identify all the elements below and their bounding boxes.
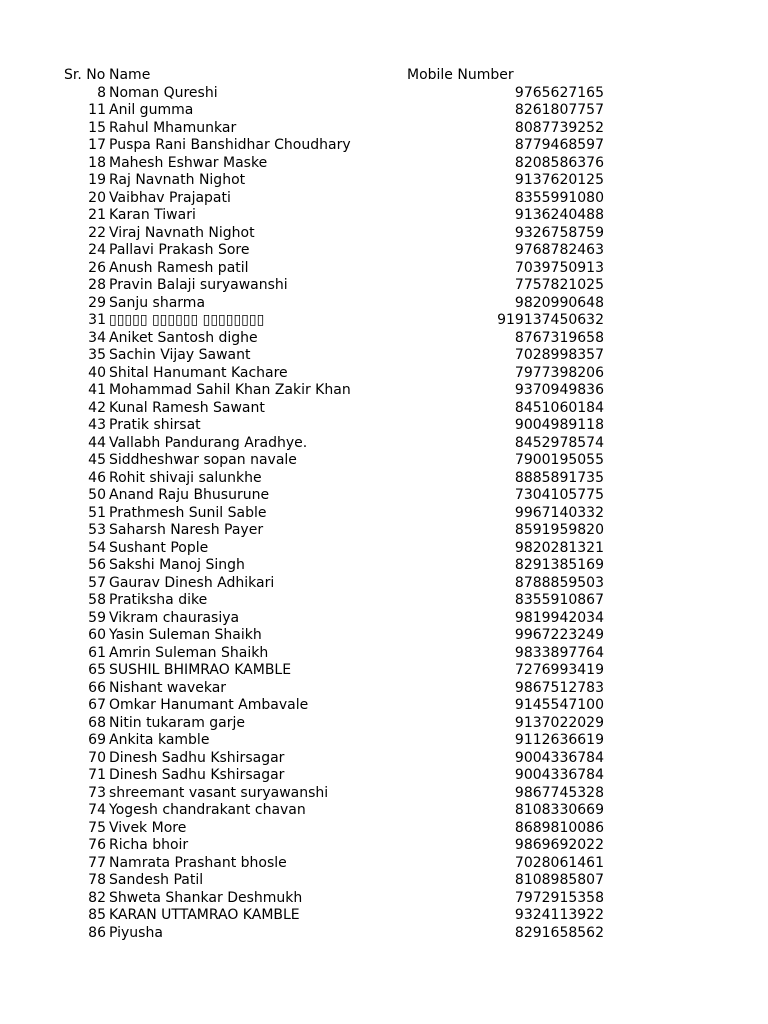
mobile-number-cell: 9967223249 — [514, 627, 604, 643]
mobile-number-cell: 9137022029 — [514, 714, 604, 731]
sr-no-cell: 65 — [88, 662, 106, 678]
table-row — [0, 820, 768, 838]
table-row — [0, 172, 768, 190]
name-cell: Anand Raju Bhusurune — [109, 487, 270, 503]
sr-no-cell: 15 — [88, 119, 106, 136]
table-row — [0, 767, 768, 785]
table-row — [0, 645, 768, 663]
table-row — [0, 225, 768, 243]
sr-no-cell: 29 — [88, 294, 106, 311]
table-row — [0, 190, 768, 208]
mobile-number-cell: 9137620125 — [514, 172, 604, 188]
name-cell: Vaibhav Prajapati — [109, 189, 231, 206]
sr-no-cell: 59 — [88, 609, 106, 626]
name-cell: Anush Ramesh patil — [109, 259, 249, 276]
table-row — [0, 207, 768, 225]
table-row — [0, 680, 768, 698]
sr-no-cell: 17 — [88, 137, 106, 153]
name-cell: Sakshi Manoj Singh — [109, 557, 245, 573]
sr-no-cell: 74 — [88, 802, 106, 818]
name-cell: Vallabh Pandurang Aradhye. — [109, 434, 308, 451]
mobile-number-cell: 8355991080 — [514, 189, 604, 206]
mobile-number-cell: 8291385169 — [514, 557, 604, 573]
sr-no-cell: 40 — [88, 364, 106, 381]
name-cell: Dinesh Sadhu Kshirsagar — [109, 767, 285, 783]
table-row — [0, 627, 768, 645]
table-row — [0, 907, 768, 925]
sr-no-cell: 57 — [88, 574, 106, 591]
mobile-number-cell: 8779468597 — [514, 137, 604, 153]
name-cell: Pratiksha dike — [109, 592, 208, 608]
sr-no-cell: 45 — [88, 452, 106, 468]
mobile-number-cell: 9820281321 — [514, 539, 604, 556]
name-cell: Dinesh Sadhu Kshirsagar — [109, 749, 285, 766]
mobile-number-cell: 7757821025 — [514, 277, 604, 293]
sr-no-cell: 19 — [88, 172, 106, 188]
table-row — [0, 155, 768, 173]
mobile-number-cell: 7972915358 — [514, 889, 604, 906]
sr-no-cell: 58 — [88, 592, 106, 608]
name-cell: Pratik shirsat — [109, 417, 201, 433]
name-cell: Vikram chaurasiya — [109, 609, 240, 626]
sr-no-cell: 44 — [88, 434, 106, 451]
sr-no-cell: 26 — [88, 259, 106, 276]
name-cell: Vivek More — [109, 819, 187, 836]
mobile-number-cell: 8208586376 — [514, 154, 604, 171]
mobile-number-cell: 8885891735 — [514, 469, 604, 486]
mobile-number-cell: 7276993419 — [514, 662, 604, 678]
table-row — [0, 85, 768, 103]
table-row — [0, 575, 768, 593]
name-cell: Ankita kamble — [109, 732, 210, 748]
sr-no-cell: 31 — [88, 312, 106, 328]
sr-no-cell: 46 — [88, 469, 106, 486]
mobile-number-cell: 9867512783 — [514, 679, 604, 696]
table-row — [0, 400, 768, 418]
name-cell: Raj Navnath Nighot — [109, 172, 246, 188]
mobile-number-cell: 8689810086 — [514, 819, 604, 836]
mobile-number-cell: 8788859503 — [514, 574, 604, 591]
sr-no-cell: 70 — [88, 749, 106, 766]
table-row — [0, 242, 768, 260]
table-row — [0, 785, 768, 803]
header-name: Name — [109, 67, 151, 83]
name-cell: Mahesh Eshwar Maske — [109, 154, 268, 171]
mobile-number-cell: 919137450632 — [497, 312, 604, 328]
table-row — [0, 662, 768, 680]
sr-no-cell: 82 — [88, 889, 106, 906]
name-cell: Sandesh Patil — [109, 872, 204, 888]
mobile-number-cell: 7304105775 — [514, 487, 604, 503]
table-row — [0, 522, 768, 540]
sr-no-cell: 18 — [88, 154, 106, 171]
name-cell: Shweta Shankar Deshmukh — [109, 889, 303, 906]
mobile-number-cell: 9820990648 — [514, 294, 604, 311]
sr-no-cell: 73 — [88, 784, 106, 801]
mobile-number-cell: 8355910867 — [514, 592, 604, 608]
name-cell: Saharsh Naresh Payer — [109, 522, 264, 538]
header-row — [0, 67, 768, 85]
name-cell: Omkar Hanumant Ambavale — [109, 697, 309, 713]
header-sr-no: Sr. No — [64, 67, 106, 83]
name-cell: Sanju sharma — [109, 294, 206, 311]
sr-no-cell: 43 — [88, 417, 106, 433]
mobile-number-cell: 9768782463 — [514, 242, 604, 258]
table-row — [0, 697, 768, 715]
name-cell: Sushant Pople — [109, 539, 209, 556]
mobile-number-cell: 7977398206 — [514, 364, 604, 381]
name-cell: Karan Tiwari — [109, 207, 196, 223]
name-cell: Siddheshwar sopan navale — [109, 452, 297, 468]
table-row — [0, 260, 768, 278]
name-cell: Pravin Balaji suryawanshi — [109, 277, 288, 293]
contact-table — [0, 67, 768, 942]
sr-no-cell: 85 — [88, 907, 106, 923]
sr-no-cell: 34 — [88, 329, 106, 346]
name-cell: Yogesh chandrakant chavan — [109, 802, 306, 818]
sr-no-cell: 75 — [88, 819, 106, 836]
sr-no-cell: 54 — [88, 539, 106, 556]
sr-no-cell: 50 — [88, 487, 106, 503]
mobile-number-cell: 9765627165 — [514, 84, 604, 101]
table-row — [0, 365, 768, 383]
table-row — [0, 750, 768, 768]
mobile-number-cell: 9833897764 — [514, 644, 604, 661]
table-row — [0, 732, 768, 750]
name-cell: Pallavi Prakash Sore — [109, 242, 250, 258]
table-row — [0, 890, 768, 908]
sr-no-cell: 22 — [88, 224, 106, 241]
mobile-number-cell: 7039750913 — [514, 259, 604, 276]
mobile-number-cell: 9867745328 — [514, 784, 604, 801]
table-row — [0, 382, 768, 400]
table-row — [0, 347, 768, 365]
sr-no-cell: 69 — [88, 732, 106, 748]
mobile-number-cell: 9967140332 — [514, 504, 604, 521]
table-body — [0, 85, 768, 943]
table-row — [0, 925, 768, 943]
name-cell: Amrin Suleman Shaikh — [109, 644, 269, 661]
table-row — [0, 435, 768, 453]
mobile-number-cell: 9136240488 — [514, 207, 604, 223]
sr-no-cell: 56 — [88, 557, 106, 573]
sr-no-cell: 78 — [88, 872, 106, 888]
table-row — [0, 277, 768, 295]
table-row — [0, 505, 768, 523]
mobile-number-cell: 9819942034 — [514, 609, 604, 626]
sr-no-cell: 61 — [88, 644, 106, 661]
mobile-number-cell: 9326758759 — [514, 224, 604, 241]
sr-no-cell: 68 — [88, 714, 106, 731]
name-cell: Nishant wavekar — [109, 679, 227, 696]
mobile-number-cell: 9324113922 — [514, 907, 604, 923]
mobile-number-cell: 7900195055 — [514, 452, 604, 468]
sr-no-cell: 66 — [88, 679, 106, 696]
table-row — [0, 715, 768, 733]
sr-no-cell: 71 — [88, 767, 106, 783]
mobile-number-cell: 8291658562 — [514, 924, 604, 941]
table-row — [0, 487, 768, 505]
name-cell: Mohammad Sahil Khan Zakir Khan — [109, 382, 351, 398]
name-cell: Puspa Rani Banshidhar Choudhary — [109, 137, 351, 153]
sr-no-cell: 53 — [88, 522, 106, 538]
sr-no-cell: 35 — [88, 347, 106, 363]
name-cell: Prathmesh Sunil Sable — [109, 504, 267, 521]
table-row — [0, 312, 768, 330]
table-row — [0, 295, 768, 313]
mobile-number-cell: 9370949836 — [514, 382, 604, 398]
name-cell: Namrata Prashant bhosle — [109, 854, 287, 871]
table-row — [0, 540, 768, 558]
sr-no-cell: 21 — [88, 207, 106, 223]
name-cell: Sachin Vijay Sawant — [109, 347, 251, 363]
mobile-number-cell: 9145547100 — [514, 697, 604, 713]
mobile-number-cell: 9112636619 — [514, 732, 604, 748]
name-cell: Richa bhoir — [109, 837, 189, 853]
name-cell: Anil gumma — [109, 102, 194, 118]
table-row — [0, 102, 768, 120]
sr-no-cell: 28 — [88, 277, 106, 293]
name-cell: Shital Hanumant Kachare — [109, 364, 288, 381]
name-cell: Kunal Ramesh Sawant — [109, 399, 265, 416]
mobile-number-cell: 8108985807 — [514, 872, 604, 888]
mobile-number-cell: 7028998357 — [514, 347, 604, 363]
mobile-number-cell: 8591959820 — [514, 522, 604, 538]
sr-no-cell: 24 — [88, 242, 106, 258]
mobile-number-cell: 9004336784 — [514, 767, 604, 783]
sr-no-cell: 42 — [88, 399, 106, 416]
sr-no-cell: 11 — [88, 102, 106, 118]
name-cell: Aniket Santosh dighe — [109, 329, 258, 346]
mobile-number-cell: 9004989118 — [514, 417, 604, 433]
table-row — [0, 872, 768, 890]
sr-no-cell: 76 — [88, 837, 106, 853]
header-mobile-number: Mobile Number — [407, 67, 514, 83]
sr-no-cell: 20 — [88, 189, 106, 206]
name-cell: shreemant vasant suryawanshi — [109, 784, 329, 801]
mobile-number-cell: 8261807757 — [514, 102, 604, 118]
table-row — [0, 330, 768, 348]
sr-no-cell: 41 — [88, 382, 106, 398]
table-row — [0, 557, 768, 575]
sr-no-cell: 67 — [88, 697, 106, 713]
name-cell: Rahul Mhamunkar — [109, 119, 237, 136]
name-cell: Rohit shivaji salunkhe — [109, 469, 262, 486]
name-cell: Piyusha — [109, 924, 163, 941]
mobile-number-cell: 8452978574 — [514, 434, 604, 451]
name-cell: Gaurav Dinesh Adhikari — [109, 574, 275, 591]
table-row — [0, 610, 768, 628]
mobile-number-cell: 9869692022 — [514, 837, 604, 853]
mobile-number-cell: 8087739252 — [514, 119, 604, 136]
table-row — [0, 837, 768, 855]
sr-no-cell: 60 — [88, 627, 106, 643]
name-cell: ▯▯▯▯▯ ▯▯▯▯▯▯ ▯▯▯▯▯▯▯▯ — [109, 312, 265, 328]
sr-no-cell: 86 — [88, 924, 106, 941]
name-cell: Viraj Navnath Nighot — [109, 224, 255, 241]
name-cell: Noman Qureshi — [109, 84, 218, 101]
mobile-number-cell: 9004336784 — [514, 749, 604, 766]
name-cell: Yasin Suleman Shaikh — [109, 627, 262, 643]
mobile-number-cell: 8108330669 — [514, 802, 604, 818]
name-cell: SUSHIL BHIMRAO KAMBLE — [109, 662, 292, 678]
mobile-number-cell: 8451060184 — [514, 399, 604, 416]
table-row — [0, 592, 768, 610]
table-row — [0, 855, 768, 873]
name-cell: Nitin tukaram garje — [109, 714, 246, 731]
table-row — [0, 802, 768, 820]
sr-no-cell: 8 — [97, 84, 106, 101]
mobile-number-cell: 7028061461 — [514, 854, 604, 871]
sr-no-cell: 51 — [88, 504, 106, 521]
table-row — [0, 470, 768, 488]
table-row — [0, 452, 768, 470]
table-row — [0, 137, 768, 155]
table-row — [0, 417, 768, 435]
table-row — [0, 120, 768, 138]
name-cell: KARAN UTTAMRAO KAMBLE — [109, 907, 300, 923]
mobile-number-cell: 8767319658 — [514, 329, 604, 346]
sr-no-cell: 77 — [88, 854, 106, 871]
